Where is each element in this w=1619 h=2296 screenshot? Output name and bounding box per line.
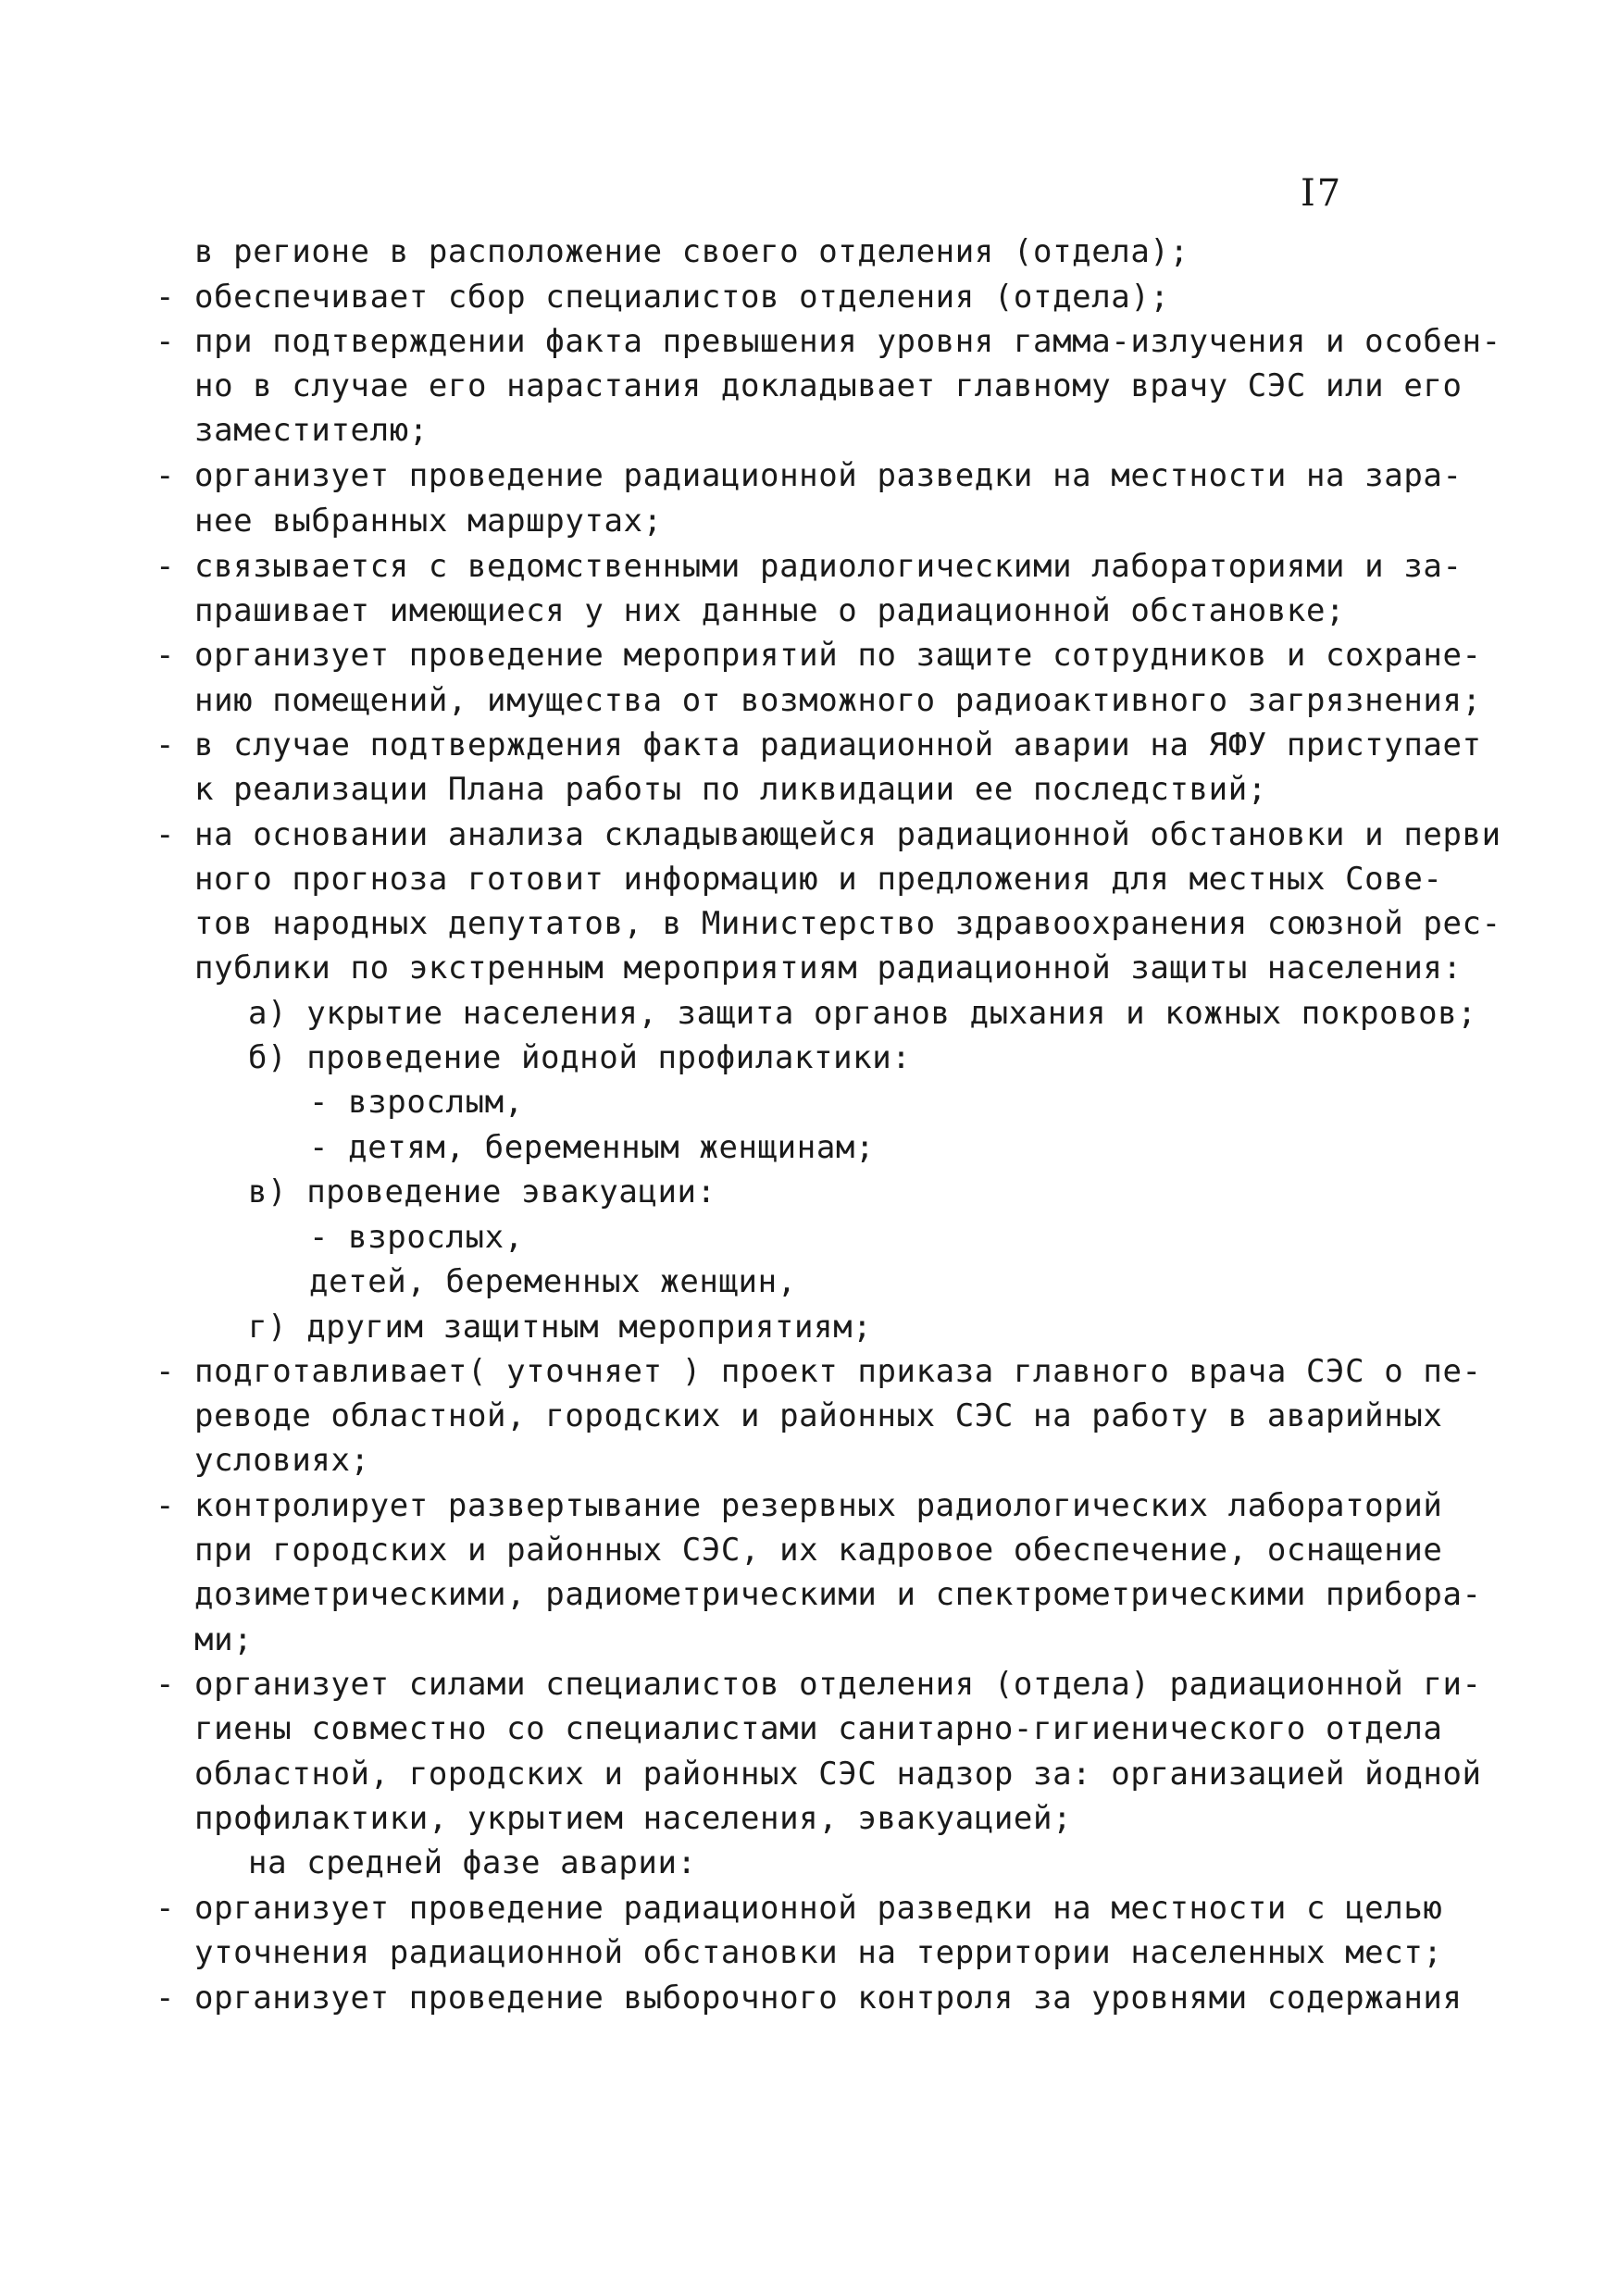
text-line: организует проведение радиационной разведки на местности с целью [194,1890,1443,1927]
text-line: гиены совместно со специалистами санитарно-гигиенического отдела [194,1710,1443,1747]
text-line: ного прогноза готовит информацию и предложения для местных Сове- [194,861,1443,898]
sub-sub-item: - детям, беременным женщинам; [309,1129,876,1166]
text-line: профилактики, укрытием населения, эвакуацией; [194,1800,1073,1837]
text-line: в случае подтверждения факта радиационной аварии на ЯФУ приступает [194,726,1482,763]
text-line: условиях; [194,1442,370,1479]
text-line: нее выбранных маршрутах; [194,503,663,540]
sub-sub-item: - взрослым, [309,1084,524,1121]
text-line: нию помещений, имущества от возможного радиоактивного загрязнения; [194,682,1482,719]
text-line: при подтверждении факта превышения уровня гамма-излучения и особен- [194,323,1501,360]
text-line: областной, городских и районных СЭС надзор за: организацией йодной [194,1756,1482,1793]
text-line: заместителю; [194,412,429,449]
list-dash: - [156,1980,176,2017]
text-line: связывается с ведомственными радиологическими лабораториями и за- [194,548,1463,585]
list-dash: - [156,1890,176,1927]
text-line: обеспечивает сбор специалистов отделения (отдела); [194,279,1170,316]
text-line: но в случае его нарастания докладывает главному врачу СЭС или его [194,367,1463,404]
list-dash: - [156,457,176,494]
list-dash: - [156,1353,176,1390]
text-line: к реализации Плана работы по ликвидации ее последствий; [194,771,1267,808]
text-line: дозиметрическими, радиометрическими и спектрометрическими прибора- [194,1576,1482,1613]
text-line: прашивает имеющиеся у них данные о радиационной обстановке; [194,592,1346,629]
list-dash: - [156,726,176,763]
sub-sub-item: детей, беременных женщин, [309,1263,797,1300]
text-line: уточнения радиационной обстановки на территории населенных мест; [194,1934,1443,1971]
text-line: организует проведение радиационной разведки на местности на зара- [194,457,1463,494]
text-line: контролирует развертывание резервных радиологических лабораторий [194,1487,1443,1524]
sub-item-g: г) другим защитным мероприятиям; [248,1309,873,1346]
section-subheading: на средней фазе аварии: [248,1844,697,1881]
list-dash: - [156,279,176,316]
text-line: публики по экстренным мероприятиям радиационной защиты населения: [194,949,1463,987]
text-line: реводе областной, городских и районных СЭС на работу в аварийных [194,1397,1443,1434]
sub-sub-item: - взрослых, [309,1219,524,1256]
text-line: при городских и районных СЭС, их кадровое обеспечение, оснащение [194,1532,1443,1569]
text-line: организует проведение выборочного контроля за уровнями содержания [194,1980,1463,2017]
list-dash: - [156,1487,176,1524]
text-line: организует проведение мероприятий по защите сотрудников и сохране- [194,637,1482,674]
page-number: I7 [1301,172,1343,215]
sub-item-v: в) проведение эвакуации: [248,1173,716,1210]
text-line: тов народных депутатов, в Министерство здравоохранения союзной рес- [194,905,1501,942]
list-dash: - [156,816,176,853]
text-line: ми; [194,1621,254,1658]
list-dash: - [156,323,176,360]
text-line: организует силами специалистов отделения (отдела) радиационной ги- [194,1666,1482,1703]
text-line: в регионе в расположение своего отделения (отдела); [194,233,1189,270]
text-line: подготавливает( уточняет ) проект приказа главного врача СЭС о пе- [194,1353,1482,1390]
sub-item-b: б) проведение йодной профилактики: [248,1039,912,1076]
list-dash: - [156,1666,176,1703]
list-dash: - [156,637,176,674]
sub-item-a: а) укрытие населения, защита органов дыхания и кожных покровов; [248,995,1477,1032]
list-dash: - [156,548,176,585]
text-line: на основании анализа складывающейся радиационной обстановки и перви [194,816,1501,853]
